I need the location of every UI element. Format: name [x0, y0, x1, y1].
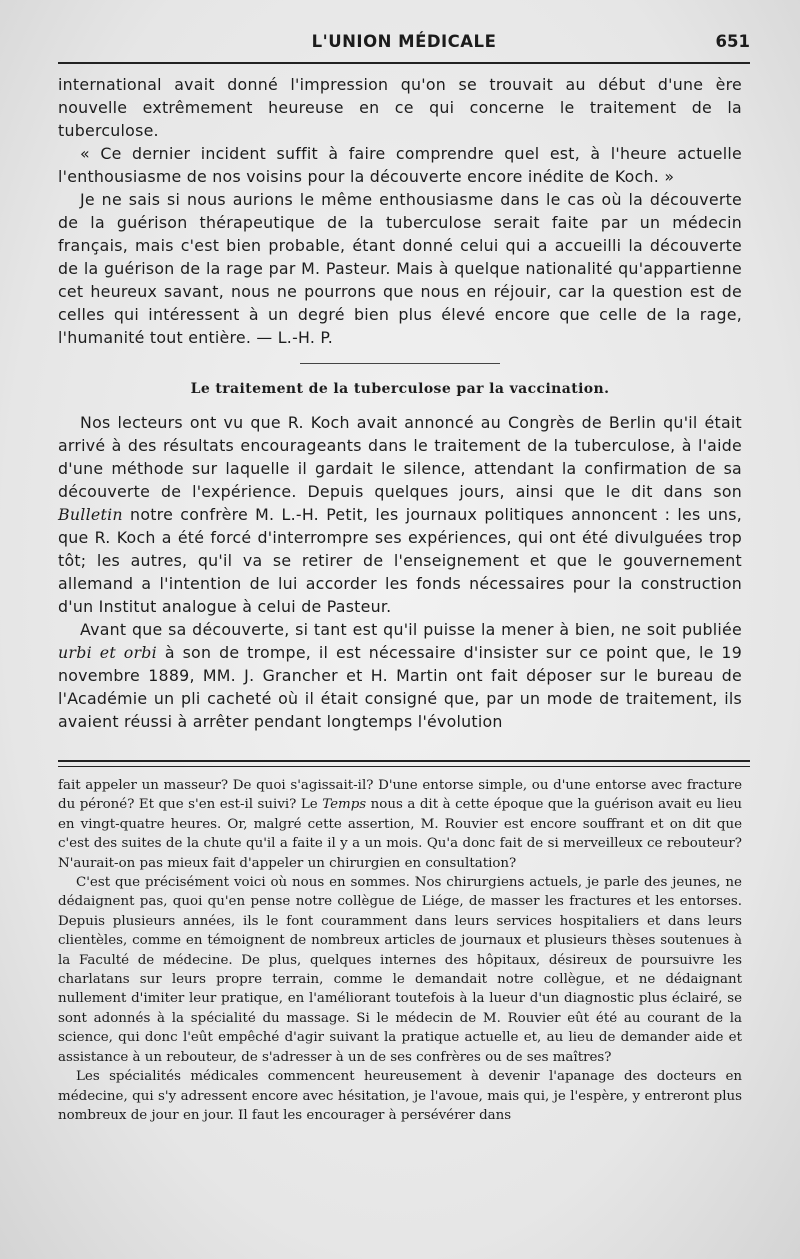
- running-header: [58, 32, 750, 58]
- section-p2-text-b: à son de trompe, il est nécessaire d'insister sur ce point que, le 19 novembre 1889, MM. J. Grancher et H. Martin ont fait déposer sur le bureau de l'Académie un pli cacheté où il était consigné que, par un mode de traitement, ils avaient réussi à arrêter pendant longtemps l'évolution: [58, 643, 743, 731]
- section-paragraph-1: [58, 411, 742, 618]
- intro-paragraph-3: Je ne sais si nous aurions le même enthousiasme dans le cas où la découverte de la guérison thérapeutique de la tuberculose serait faite par un médecin français, mais c'est bien probable, étant donné celui qui a accueilli la découverte de la guérison de la rage par M. Pasteur. Mais à quelque nationalité qu'appartienne cet heureux savant, nous ne pourrons que nous en réjouir, car la question est de celles qui intéressent à un degré bien plus élevé encore que celle de la rage, l'humanité tout entière. — L.-H. P.: [58, 190, 742, 347]
- note-paragraph-2: C'est que précisément voici où nous en sommes. Nos chirurgiens actuels, je parle des jeunes, ne dédaignent pas, quoi qu'en pense notre collègue de Liége, de masser les fractures et les entorses. Depuis plusieurs années, ils le font couramment dans leurs services hospitaliers et dans leurs clientèles, comme en témoignent de nombreux articles de journaux et plusieurs thèses soutenues à la Faculté de médecine. De plus, quelques internes des hôpitaux, désireux de poursuivre les charlatans sur leurs propre terrain, comme le demandait notre collègue, et ne dédaignant nullement d'imiter leur pratique, en l'améliorant toutefois à la lueur d'un diagnostic plus éclairé, se sont adonnés à la spécialité du massage. Si le médecin de M. Rouvier eût été au courant de la science, qui donc l'eût empêché d'agir suivant la pratique actuelle et, au lieu de demander aide et assistance à un rebouteur, de s'adresser à un de ses confrères ou de ses maîtres?: [58, 875, 742, 1065]
- intro-paragraph-2: « Ce dernier incident suffit à faire comprendre quel est, à l'heure actuelle l'enthousiasme de nos voisins pour la découverte encore inédite de Koch. »: [58, 144, 742, 186]
- section-separator: [300, 363, 500, 364]
- footnote-text: [58, 776, 742, 1125]
- footnote-rule: [58, 760, 750, 767]
- urbi-et-orbi-italic: urbi et orbi: [58, 643, 157, 662]
- section-p1-text-b: notre confrère M. L.-H. Petit, les journaux politiques annoncent : les uns, que R. Koch a été forcé d'interrompre ses expériences, qui ont été divulguées trop tôt; les autres, qu'il va se retirer de l'enseignement et que le gouvernement allemand a l'intention de lui accorder les fonds nécessaires pour la construction d'un Institut analogue à celui de Pasteur.: [58, 505, 742, 616]
- section-p1-text-a: Nos lecteurs ont vu que R. Koch avait annoncé au Congrès de Berlin qu'il était arrivé à des résultats encourageants dans le traitement de la tuberculose, à l'aide d'une méthode sur laquelle il gardait le silence, attendant la confirmation de sa découverte de l'expérience. Depuis quelques jours, ainsi que le dit dans son: [58, 413, 742, 501]
- main-text: [58, 73, 742, 733]
- temps-italic: Temps: [322, 797, 367, 813]
- note-p1-text-b: nous a dit à cette époque que la guérison avait eu lieu en vingt-quatre heures. Or, malgré cette assertion, M. Rouvier est encore souffrant et on dit que c'est des suites de la chute qu'il a faite il y a un mois. Qu'a donc fait de si merveilleux ce rebouteur? N'aurait-on pas mieux fait d'appeler un chirurgien en consultation?: [58, 797, 743, 871]
- section-title: Le traitement de la tuberculose par la vaccination.: [190, 381, 610, 397]
- page-number: 651: [715, 32, 750, 51]
- section-paragraph-2: [58, 618, 742, 733]
- note-paragraph-3: Les spécialités médicales commencent heureusement à devenir l'apanage des docteurs en médecine, qui s'y adressent encore avec hésitation, je l'avoue, mais qui, je l'espère, y entreront plus nombreux de jour en jour. Il faut les encourager à persévérer dans: [58, 1069, 742, 1123]
- section-p2-text-a: Avant que sa découverte, si tant est qu'il puisse la mener à bien, ne soit publiée: [80, 620, 742, 639]
- bulletin-italic: Bulletin: [58, 505, 123, 524]
- intro-paragraph-1: international avait donné l'impression qu'on se trouvait au début d'une ère nouvelle extrêmement heureuse en ce qui concerne le traitement de la tuberculose.: [58, 75, 742, 140]
- journal-title: L'UNION MÉDICALE: [311, 32, 497, 51]
- header-rule: [58, 62, 750, 64]
- note-p1-text-a: fait appeler un masseur? De quoi s'agissait-il? D'une entorse simple, ou d'une entorse avec fracture du péroné? Et que s'en est-il suivi? Le: [58, 778, 742, 813]
- note-paragraph-1: [58, 776, 742, 873]
